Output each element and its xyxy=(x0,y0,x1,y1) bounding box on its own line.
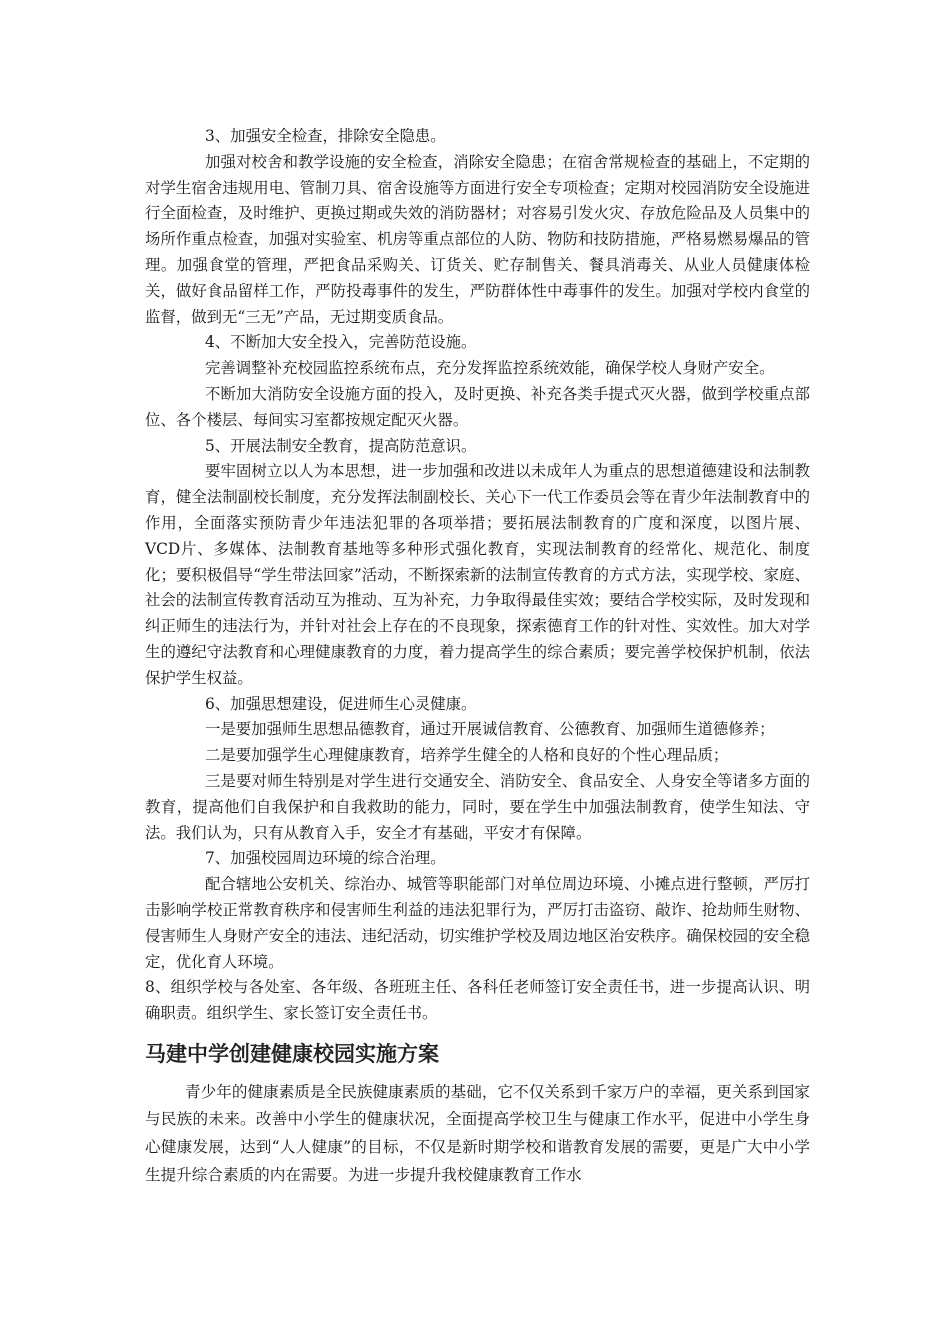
paragraph: 7、加强校园周边环境的综合治理。 xyxy=(205,849,446,868)
section-heading: 马建中学创建健康校园实施方案 xyxy=(145,1041,439,1066)
paragraph: 4、不断加大安全投入，完善防范设施。 xyxy=(205,333,477,352)
document-page xyxy=(145,124,810,1189)
paragraph: 要牢固树立以人为本思想，进一步加强和改进以未成年人为重点的思想道德建设和法制教育，健全法制副校长制度，充分发挥法制副校长、关心下一代工作委员会等在青少年法制教育中的作用，全面落实预防青少年违法犯罪的各项举措；要拓展法制教育的广度和深度，以图片展、VCD片、多媒体、法制教育基地等多种形式强化教育，实现法制教育的经常化、规范化、制度化；要积极倡导“学生带法回家”活动，不断探索新的法制宣传教育的方式方法，实现学校、家庭、社会的法制宣传教育活动互为推动、互为补充，力争取得最佳实效；要结合学校实际，及时发现和纠正师生的违法行为，并针对社会上存在的不良现象，探索德育工作的针对性、实效性。加大对学生的遵纪守法教育和心理健康教育的力度，着力提高学生的综合素质；要完善学校保护机制，依法保护学生权益。 xyxy=(145,462,810,687)
paragraph: 一是要加强师生思想品德教育，通过开展诚信教育、公德教育、加强师生道德修养； xyxy=(205,720,775,739)
paragraph: 8、组织学校与各处室、各年级、各班班主任、各科任老师签订安全责任书，进一步提高认识、明确职责。组织学生、家长签订安全责任书。 xyxy=(145,978,810,1023)
paragraph: 6、加强思想建设，促进师生心灵健康。 xyxy=(205,694,477,713)
intro-paragraph: 青少年的健康素质是全民族健康素质的基础，它不仅关系到千家万户的幸福，更关系到国家与民族的未来。改善中小学生的健康状况，全面提高学校卫生与健康工作水平，促进中小学生身心健康发展，达到“人人健康”的目标，不仅是新时期学校和谐教育发展的需要，更是广大中小学生提升综合素质的内在需要。为进一步提升我校健康教育工作水 xyxy=(145,1082,810,1184)
paragraph: 5、开展法制安全教育，提高防范意识。 xyxy=(205,436,477,455)
paragraph: 3、加强安全检查，排除安全隐患。 xyxy=(205,127,446,145)
paragraph: 配合辖地公安机关、综治办、城管等职能部门对单位周边环境、小摊点进行整顿，严厉打击影响学校正常教育秩序和侵害师生利益的违法犯罪行为，严厉打击盗窃、敲诈、抢劫师生财物、侵害师生人身财产安全的违法、违纪活动，切实维护学校及周边地区治安秩序。确保校园的安全稳定，优化育人环境。 xyxy=(145,875,810,971)
paragraph: 二是要加强学生心理健康教育，培养学生健全的人格和良好的个性心理品质； xyxy=(205,746,729,765)
paragraph: 三是要对师生特别是对学生进行交通安全、消防安全、食品安全、人身安全等诸多方面的教育，提高他们自我保护和自我救助的能力，同时，要在学生中加强法制教育，使学生知法、守法。我们认为，只有从教育入手，安全才有基础，平安才有保障。 xyxy=(145,771,810,842)
section-safety-measures xyxy=(145,124,810,1027)
paragraph: 不断加大消防安全设施方面的投入，及时更换、补充各类手提式灭火器，做到学校重点部位、各个楼层、每间实习室都按规定配灭火器。 xyxy=(145,384,810,429)
paragraph: 加强对校舍和教学设施的安全检查，消除安全隐患；在宿舍常规检查的基础上，不定期的对学生宿舍违规用电、管制刀具、宿舍设施等方面进行安全专项检查；定期对校园消防安全设施进行全面检查，及时维护、更换过期或失效的消防器材；对容易引发火灾、存放危险品及人员集中的场所作重点检查，加强对实验室、机房等重点部位的人防、物防和技防措施，严格易燃易爆品的管理。加强食堂的管理，严把食品采购关、订货关、贮存制售关、餐具消毒关、从业人员健康体检关，做好食品留样工作，严防投毒事件的发生，严防群体性中毒事件的发生。加强对学校内食堂的监督，做到无“三无”产品，无过期变质食品。 xyxy=(145,152,810,326)
paragraph: 完善调整补充校园监控系统布点，充分发挥监控系统效能，确保学校人身财产安全。 xyxy=(205,359,775,378)
